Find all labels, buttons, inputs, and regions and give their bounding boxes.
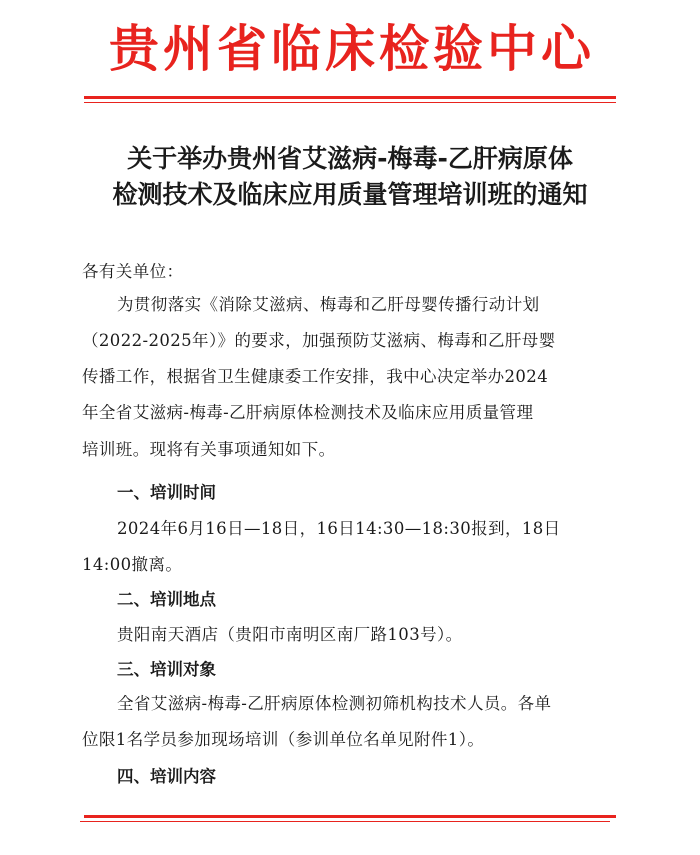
section-heading-location: 二、培训地点 [117, 590, 216, 609]
section-time-line-1: 2024年6月16日—18日，16日14:30—18:30报到，18日 [117, 519, 561, 538]
footer-rule-thick [84, 815, 616, 818]
intro-line-1: 为贯彻落实《消除艾滋病、梅毒和乙肝母婴传播行动计划 [117, 295, 540, 314]
header-rule-thin [84, 102, 616, 103]
section-audience-line-1: 全省艾滋病-梅毒-乙肝病原体检测初筛机构技术人员。各单 [117, 694, 552, 713]
section-location-line-1: 贵阳南天酒店（贵阳市南明区南厂路103号）。 [117, 625, 463, 644]
intro-line-4: 年全省艾滋病-梅毒-乙肝病原体检测技术及临床应用质量管理 [82, 403, 534, 422]
notice-title-line-2: 检测技术及临床应用质量管理培训班的通知 [112, 180, 588, 209]
salutation: 各有关单位： [82, 262, 184, 281]
notice-title-line-1: 关于举办贵州省艾滋病-梅毒-乙肝病原体 [127, 144, 573, 173]
section-heading-content: 四、培训内容 [117, 767, 216, 786]
intro-line-5: 培训班。现将有关事项通知如下。 [82, 440, 336, 459]
org-header-title: 贵州省临床检验中心 [109, 19, 595, 78]
section-heading-time: 一、培训时间 [117, 483, 216, 502]
intro-line-3: 传播工作，根据省卫生健康委工作安排，我中心决定举办2024 [82, 367, 549, 386]
section-audience-line-2: 位限1名学员参加现场培训（参训单位名单见附件1）。 [82, 730, 485, 749]
header-rule-thick [84, 96, 616, 99]
intro-line-2: （2022-2025年）》的要求，加强预防艾滋病、梅毒和乙肝母婴 [82, 331, 556, 350]
section-time-line-2: 14:00撤离。 [82, 555, 183, 574]
section-heading-audience: 三、培训对象 [117, 660, 216, 679]
footer-rule-thin [80, 821, 610, 822]
